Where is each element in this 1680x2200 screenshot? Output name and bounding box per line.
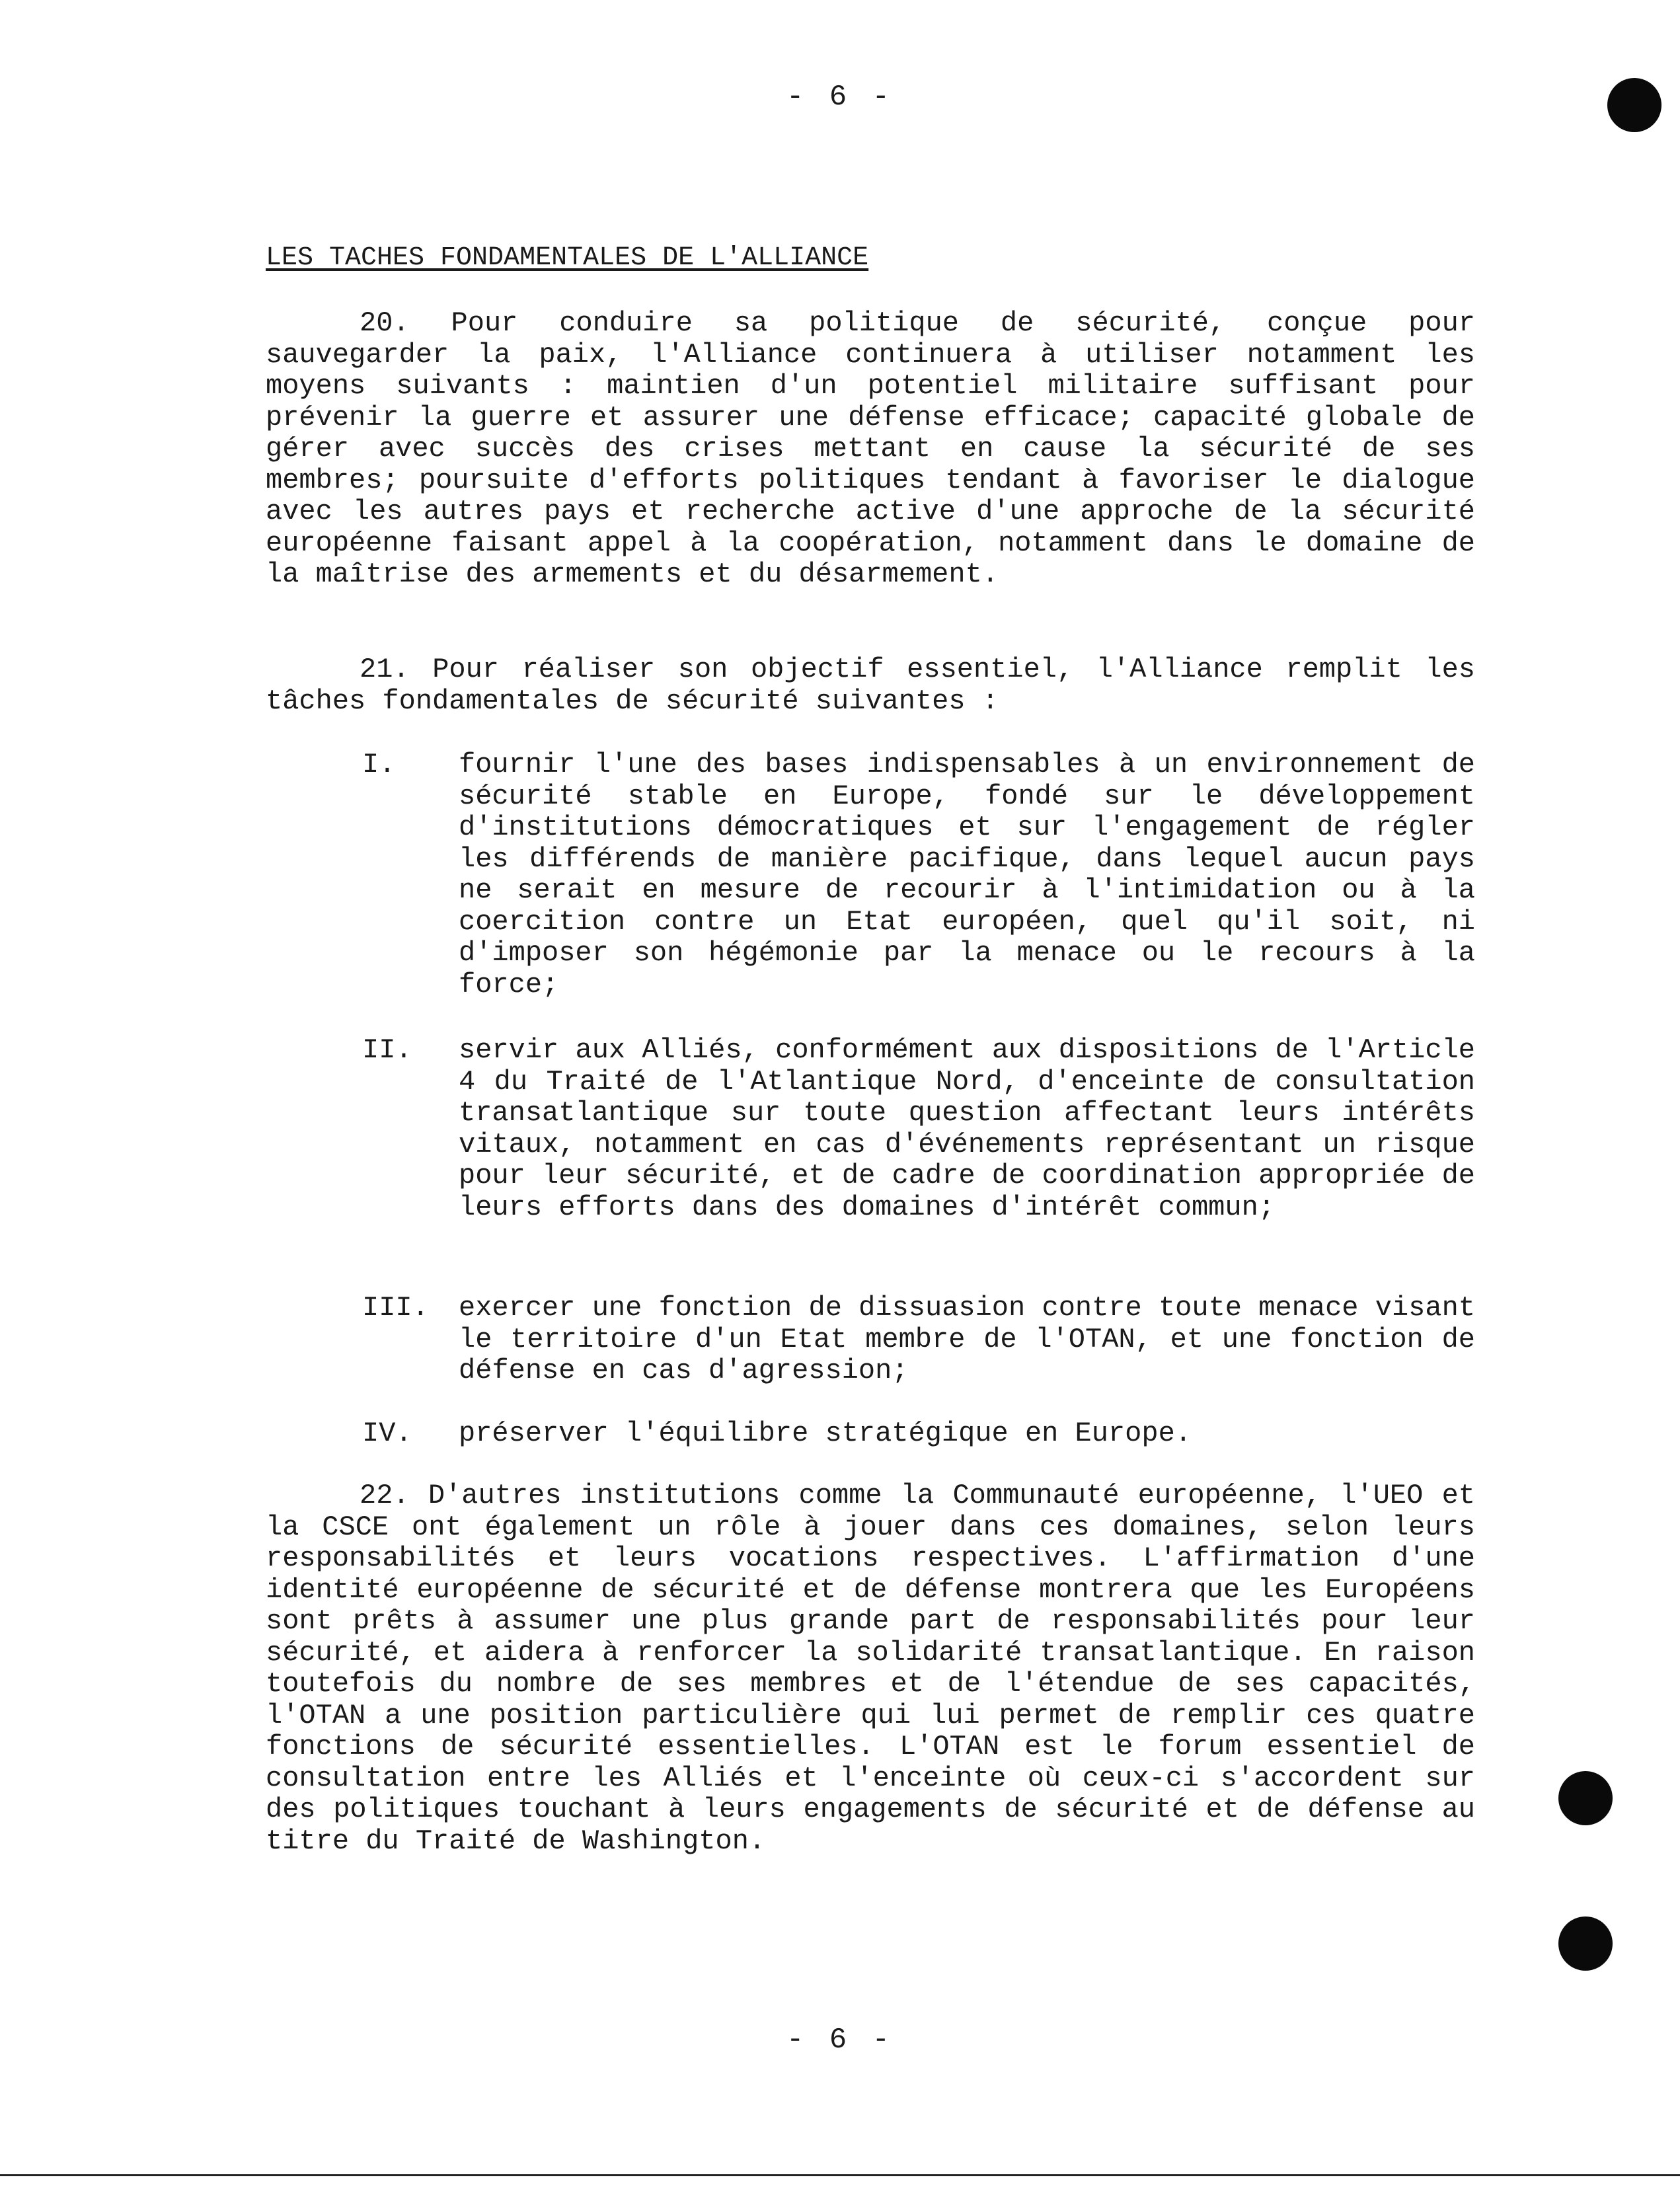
task-roman-1: I. <box>362 749 396 780</box>
task-text-1: fournir l'une des bases indispensables à un environnement de sécurité stable en Europe, fondé sur le développement d'institutions démocratiques et sur l'engagement de régler les différends de manière pacifique, dans lequel aucun pays ne serait en mesure de recourir à l'intimidation ou à la coercition contre un Etat européen, quel qu'il soit, ni d'imposer son hégémonie par la menace ou le recours à la force; <box>459 749 1475 1001</box>
paragraph-21-number: 21. <box>360 654 433 685</box>
task-roman-3: III. <box>362 1292 429 1324</box>
section-heading: LES TACHES FONDAMENTALES DE L'ALLIANCE <box>266 243 869 273</box>
paragraph-21 <box>266 654 1475 717</box>
task-roman-4: IV. <box>362 1418 412 1449</box>
punch-hole-middle <box>1558 1771 1613 1825</box>
task-text-4: préserver l'équilibre stratégique en Europe. <box>459 1418 1192 1449</box>
punch-hole-bottom <box>1558 1916 1613 1971</box>
paragraph-22-text: D'autres institutions comme la Communauté européenne, l'UEO et la CSCE ont également un rôle à jouer dans ces domaines, selon leurs responsabilités et leurs vocations respectives. L'affirmation d'une identité européenne de sécurité et de défense montrera que les Européens sont prêts à assumer une plus grande part de responsabilités pour leur sécurité, et aidera à renforcer la solidarité transatlantique. En raison toutefois du nombre de ses membres et de l'étendue de ses capacités, l'OTAN a une position particulière qui lui permet de remplir ces quatre fonctions de sécurité essentielles. L'OTAN est le forum essentiel de consultation entre les Alliés et l'enceinte où ceux-ci s'accordent sur des politiques touchant à leurs engagements de sécurité et de défense au titre du Traité de Washington. <box>266 1480 1475 1857</box>
page-number-bottom: - 6 - <box>786 2024 894 2057</box>
paragraph-20-number: 20. <box>360 307 451 339</box>
punch-hole-top <box>1607 78 1661 132</box>
paragraph-21-text: Pour réaliser son objectif essentiel, l'Alliance remplit les tâches fondamentales de sécurité suivantes : <box>266 654 1475 717</box>
task-text-3: exercer une fonction de dissuasion contre toute menace visant le territoire d'un Etat membre de l'OTAN, et une fonction de défense en cas d'agression; <box>459 1292 1475 1386</box>
paragraph-22 <box>266 1480 1475 1857</box>
paragraph-20 <box>266 308 1475 591</box>
page-number-top: - 6 - <box>786 81 894 114</box>
paragraph-22-number: 22. <box>360 1480 428 1511</box>
bottom-edge-rule <box>0 2174 1680 2176</box>
task-roman-2: II. <box>362 1034 412 1066</box>
paragraph-20-text: Pour conduire sa politique de sécurité, conçue pour sauvegarder la paix, l'Alliance continuera à utiliser notamment les moyens suivants : maintien d'un potentiel militaire suffisant pour prévenir la guerre et assurer une défense efficace; capacité globale de gérer avec succès des crises mettant en cause la sécurité de ses membres; poursuite d'efforts politiques tendant à favoriser le dialogue avec les autres pays et recherche active d'une approche de la sécurité européenne faisant appel à la coopération, notamment dans le domaine de la maîtrise des armements et du désarmement. <box>266 307 1475 590</box>
task-text-2: servir aux Alliés, conformément aux dispositions de l'Article 4 du Traité de l'Atlantique Nord, d'enceinte de consultation transatlantique sur toute question affectant leurs intérêts vitaux, notamment en cas d'événements représentant un risque pour leur sécurité, et de cadre de coordination appropriée de leurs efforts dans des domaines d'intérêt commun; <box>459 1034 1475 1223</box>
